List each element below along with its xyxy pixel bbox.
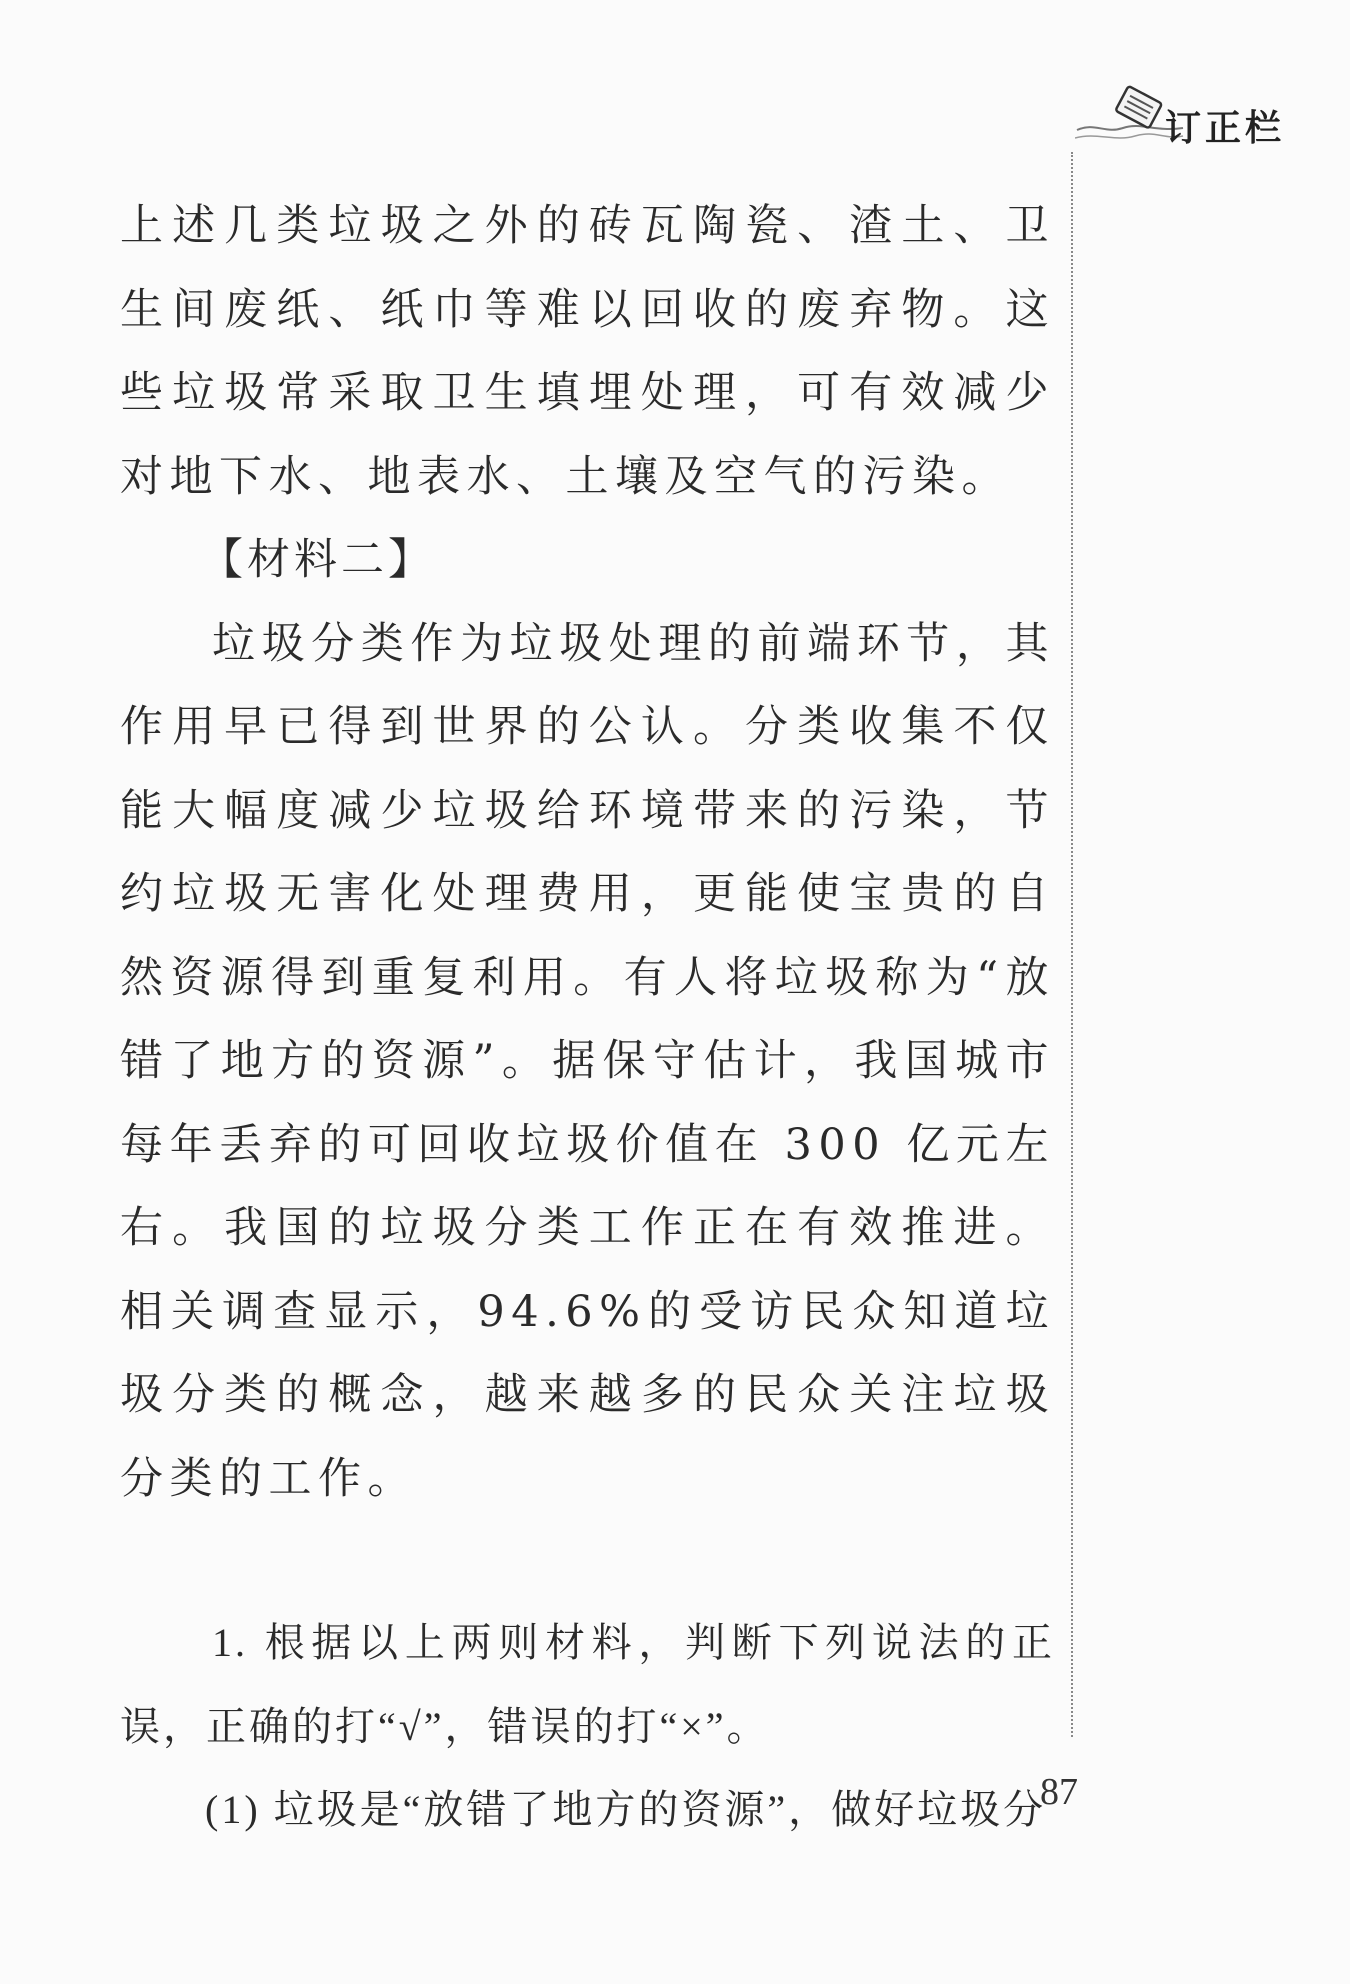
- main-text: [120, 185, 1055, 1852]
- question-1-item-1: (1) 垃圾是“放错了地方的资源”，做好垃圾分: [205, 1787, 1047, 1832]
- question-1-prompt: 1. 根据以上两则材料，判断下列说法的正误，正确的打“√”，错误的打“×”。: [120, 1620, 1055, 1749]
- correction-column-title: 订正栏: [1165, 108, 1286, 149]
- material-one-tail-paragraph: 上述几类垃圾之外的砖瓦陶瓷、渣土、卫生间废纸、纸巾等难以回收的废弃物。这些垃圾常采取卫生填埋处理，可有效减少对地下水、地表水、土壤及空气的污染。: [120, 201, 1055, 502]
- correction-column-header: [1075, 82, 1315, 152]
- material-two-heading: 【材料二】: [200, 535, 435, 585]
- section-gap: [120, 1521, 1055, 1601]
- material-two-paragraph: 垃圾分类作为垃圾处理的前端环节，其作用早已得到世界的公认。分类收集不仅能大幅度减少垃圾给环境带来的污染，节约垃圾无害化处理费用，更能使宝贵的自然资源得到重复利用。有人将垃圾称为“放错了地方的资源”。据保守估计，我国城市每年丢弃的可回收垃圾价值在 300 亿元左右。我国的垃圾分类工作正在有效推进。相关调查显示，94.6%的受访民众知道垃圾分类的概念，越来越多的民众关注垃圾分类的工作。: [120, 618, 1055, 1504]
- correction-column-divider: [1071, 152, 1073, 1737]
- page-number: 87: [1040, 1771, 1078, 1813]
